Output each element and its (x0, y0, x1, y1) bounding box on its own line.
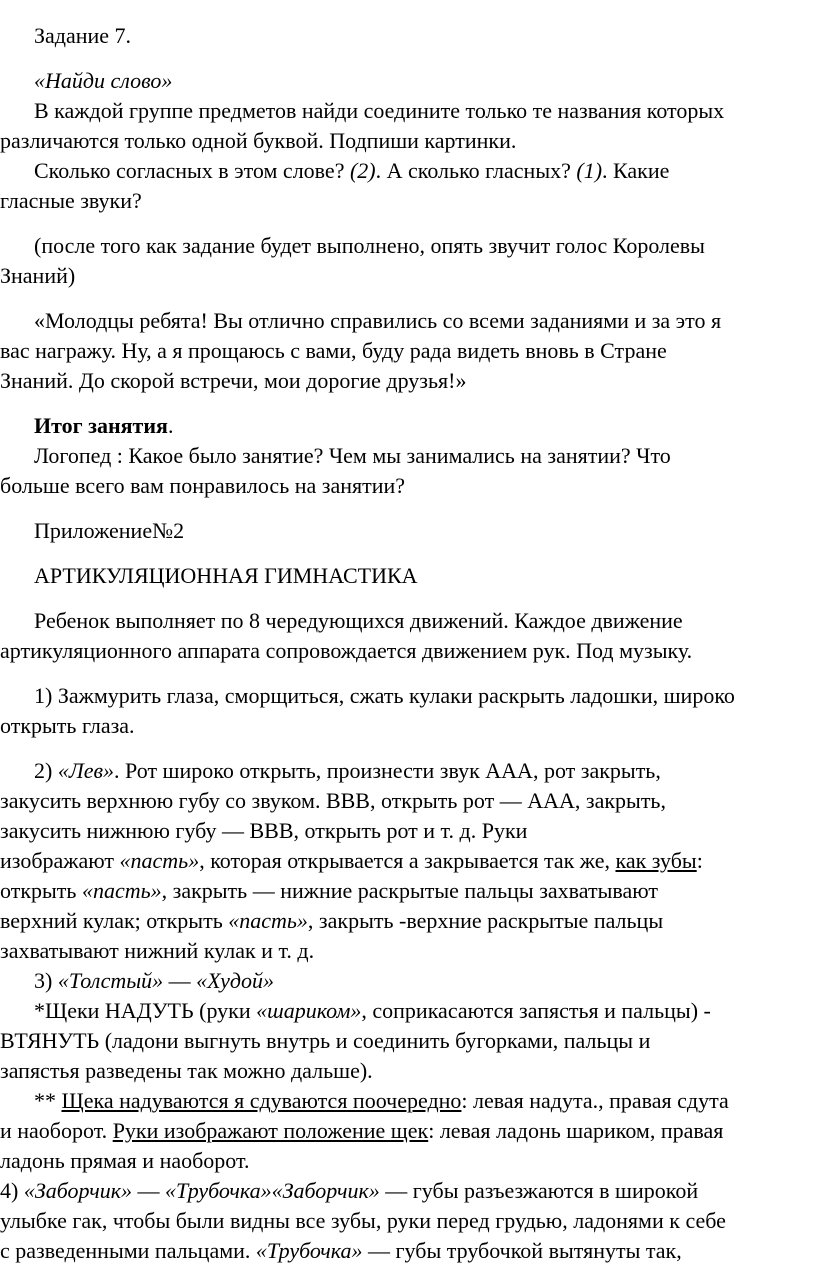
italic-run: «пасть» (119, 848, 200, 873)
italic-run: «Трубочка»«Заборчик» (165, 1178, 380, 1203)
paragraph-line (0, 846, 703, 876)
text-run: , которая открывается а закрывается так же, (199, 848, 616, 873)
paragraph-line (0, 906, 663, 936)
text-run: . (167, 413, 174, 438)
text-run: 3) (34, 968, 58, 993)
italic-run: «Трубочка» (255, 1238, 363, 1263)
paragraph-line: открыть глаза. (0, 713, 135, 738)
summary-heading (34, 411, 173, 441)
text-run: , закрыть -верхние раскрытые пальцы (307, 908, 664, 933)
text-run: открыть (0, 878, 82, 903)
paragraph-line (0, 1176, 698, 1206)
paragraph-line (34, 996, 711, 1026)
underlined-run: как зубы (615, 848, 697, 873)
text-run: , закрыть — нижние раскрытые пальцы захватывают (161, 878, 658, 903)
paragraph-line: закусить нижнюю губу — ВВВ, открыть рот и т. д. Руки (0, 818, 528, 843)
italic-run: «Заборчик» (23, 1178, 132, 1203)
paragraph-line (34, 156, 669, 186)
paragraph-line (34, 966, 274, 996)
text-run: 4) (0, 1178, 24, 1203)
paragraph-line (0, 1116, 723, 1146)
italic-run: (2) (349, 158, 376, 183)
underlined-run: Руки изображают положение щек (112, 1118, 429, 1143)
paragraph-line (34, 756, 661, 786)
task-heading: Задание 7. (34, 23, 132, 48)
text-run: — губы трубочкой вытянуты так, (362, 1238, 682, 1263)
text-run: изображают (0, 848, 120, 873)
paragraph-line: артикуляционного аппарата сопровождается движением рук. Под музыку. (0, 638, 693, 663)
text-run: 2) (34, 758, 58, 783)
paragraph-line: Знаний) (0, 263, 76, 288)
text-run: с разведенными пальцами. (0, 1238, 256, 1263)
italic-run: (1) (576, 158, 603, 183)
paragraph-line: захватывают нижний кулак и т. д. (0, 938, 315, 963)
paragraph-line: Знаний. До скорой встречи, мои дорогие друзья!» (0, 368, 467, 393)
text-run: — (132, 1178, 165, 1203)
paragraph-line: 1) Зажмурить глаза, сморщиться, сжать кулаки раскрыть ладошки, широко (34, 683, 735, 708)
text-run: , соприкасаются запястья и пальцы) - (361, 998, 711, 1023)
text-run: : левая надута., правая сдута (461, 1088, 729, 1113)
text-run: : (696, 848, 703, 873)
paragraph-line: Логопед : Какое было занятие? Чем мы занимались на занятии? Что (34, 443, 671, 468)
text-run: — губы разъезжаются в широкой (379, 1178, 699, 1203)
paragraph-line: вас награжу. Ну, а я прощаюсь с вами, буду рада видеть вновь в Стране (0, 338, 667, 363)
paragraph-line (0, 876, 658, 906)
task-title: «Найди слово» (34, 68, 173, 93)
italic-run: «Худой» (196, 968, 274, 993)
paragraph-line: гласные звуки? (0, 188, 142, 213)
paragraph-line: запястья разведены так можно дальше). (0, 1058, 373, 1083)
text-run: *Щеки НАДУТЬ (руки (34, 998, 257, 1023)
text-run: верхний кулак; открыть (0, 908, 229, 933)
italic-run: «пасть» (81, 878, 162, 903)
paragraph-line: закусить верхнюю губу со звуком. ВВВ, открыть рот — ААА, закрыть, (0, 788, 666, 813)
paragraph-line: улыбке гак, чтобы были видны все зубы, руки перед грудью, ладонями к себе (0, 1208, 726, 1233)
text-run: и наоборот. (0, 1118, 113, 1143)
italic-run: «шариком» (256, 998, 362, 1023)
italic-run: «Толстый» (57, 968, 164, 993)
paragraph-line: (после того как задание будет выполнено, опять звучит голос Королевы (34, 233, 705, 258)
text-run: . Какие (602, 158, 670, 183)
paragraph-line (34, 1086, 729, 1116)
underlined-run: Щека надуваются я сдуваются поочередно (61, 1088, 462, 1113)
section-heading: АРТИКУЛЯЦИОННАЯ ГИМНАСТИКА (34, 563, 418, 588)
paragraph-line: В каждой группе предметов найди соедините только те названия которых (34, 98, 725, 123)
italic-run: «пасть» (228, 908, 308, 933)
text-run: Сколько согласных в этом слове? (34, 158, 350, 183)
text-run: . А сколько гласных? (375, 158, 577, 183)
paragraph-line: ладонь прямая и наоборот. (0, 1148, 250, 1173)
italic-run: «Лев» (57, 758, 115, 783)
text-run: — (163, 968, 197, 993)
paragraph-line: различаются только одной буквой. Подпиши картинки. (0, 128, 517, 153)
paragraph-line: «Молодцы ребята! Вы отлично справились со всеми заданиями и за это я (34, 308, 722, 333)
text-run: ** (34, 1088, 62, 1113)
text-run: . Рот широко открыть, произнести звук ААА, рот закрыть, (114, 758, 661, 783)
paragraph-line: ВТЯНУТЬ (ладони выгнуть внутрь и соединить бугорками, пальцы и (0, 1028, 651, 1053)
paragraph-line: Ребенок выполняет по 8 чередующихся движений. Каждое движение (34, 608, 683, 633)
appendix-heading: Приложение№2 (34, 518, 185, 543)
paragraph-line: больше всего вам понравилось на занятии? (0, 473, 406, 498)
paragraph-line (0, 1236, 682, 1266)
bold-run: Итог занятия (34, 413, 168, 438)
text-run: : левая ладонь шариком, правая (428, 1118, 724, 1143)
